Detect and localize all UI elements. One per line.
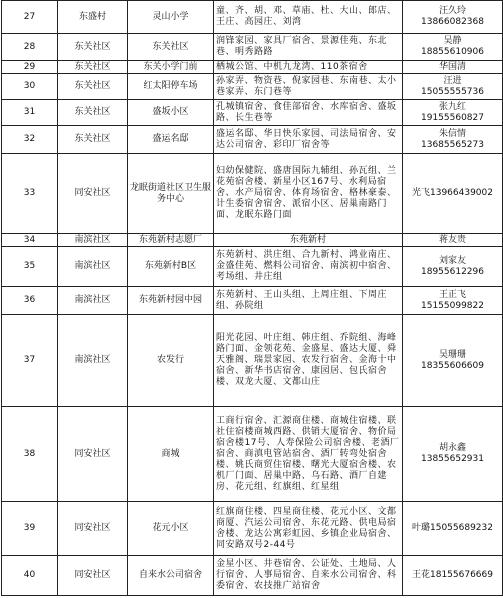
- address-list: 东苑新村: [214, 234, 403, 247]
- row-number: 28: [2, 34, 58, 61]
- table-row: [2, 502, 503, 556]
- table-row: [2, 74, 503, 100]
- community-name: 南滨社区: [58, 315, 128, 407]
- row-number: 36: [2, 287, 58, 315]
- community-name: 东盛村: [58, 1, 128, 34]
- address-list: 盛运名邸、华日快乐家园、司法局宿舍、安达公司宿舍、彩印厂宿舍等: [214, 126, 403, 154]
- contact-info: 王正飞 15155099822: [403, 287, 503, 315]
- community-name: 东关社区: [58, 74, 128, 100]
- table-row: [2, 61, 503, 74]
- contact-info: 吴静 18855610906: [403, 34, 503, 61]
- table-row: [2, 1, 503, 34]
- row-number: 37: [2, 315, 58, 407]
- location-name: 东关社区: [128, 34, 214, 61]
- row-number: 40: [2, 556, 58, 596]
- contact-info: 华国清: [403, 61, 503, 74]
- address-list: 阳光花园、叶庄组、韩庄组、乔院组、海峰路门面、金领花苑、金盛星、盛达大厦、舜天雅阁、瑞景家园、农发行宿舍、金海十中宿舍、新华书店宿舍、康园居、包氏宿舍楼、双龙大厦、文都山庄: [214, 315, 403, 407]
- table-row: [2, 34, 503, 61]
- row-number: 32: [2, 126, 58, 154]
- contact-info: 胡永鑫 13855652931: [403, 407, 503, 502]
- address-list: 金星小区、井巷宿舍、公证处、土地局、人行宿舍、人事局宿舍、自来水公司宿舍、科委宿舍、农技推广站宿舍: [214, 556, 403, 596]
- location-name: 红太阳停车场: [128, 74, 214, 100]
- row-number: 38: [2, 407, 58, 502]
- table-row: [2, 287, 503, 315]
- location-name: 东苑新村园中园: [128, 287, 214, 315]
- address-list: 妇幼保健院、盛唐国际九辅组、孙瓦组、兰花苑宿舍楼、新星小区167号、水利局宿舍、水产局宿舍、体育场宿舍、格林豪泰、计生委宿舍宿舍、派宿小区、居巢南路门面、龙眠东路门面: [214, 154, 403, 234]
- location-name: 农发行: [128, 315, 214, 407]
- table-row: [2, 126, 503, 154]
- address-list: 孔城镇宿舍、食佳部宿舍、水库宿舍、盛坂路、长生巷等: [214, 100, 403, 126]
- location-name: 盛运名邸: [128, 126, 214, 154]
- community-name: 东关社区: [58, 100, 128, 126]
- address-list: 工商行宿舍、汇源商住楼、商城住宿楼、联社住宿楼商城西路、供销大厦宿舍、物价局宿舍楼17号、人寿保险公司宿舍楼、老酒厂宿舍、商滇电管站宿舍、酒厂转弯处宿舍楼、姚氏商贸住宿楼、曙光大厦宿舍楼、农机厂门面、居巢中路、乌石路、酒厂自建房、花元组、红旗组、红星组: [214, 407, 403, 502]
- table-row: [2, 407, 503, 502]
- table-row: [2, 234, 503, 247]
- table-row: [2, 315, 503, 407]
- contact-info: 蒋友贵: [403, 234, 503, 247]
- table-row: [2, 247, 503, 287]
- community-name: 同安社区: [58, 154, 128, 234]
- community-name: 东关社区: [58, 34, 128, 61]
- location-name: 龙眠街道社区卫生服务中心: [128, 154, 214, 234]
- community-name: 南滨社区: [58, 247, 128, 287]
- distribution-table: [1, 0, 503, 596]
- community-name: 南滨社区: [58, 287, 128, 315]
- community-name: 东关社区: [58, 126, 128, 154]
- contact-info: 汪进 15055555736: [403, 74, 503, 100]
- contact-info: 汪久玲 13866082368: [403, 1, 503, 34]
- contact-info: 王花18155676669: [403, 556, 503, 596]
- address-list: 红旗商住楼、四星商住楼、花元小区、文都商厦、汽运公司宿舍、东花元路、供电局宿舍楼、龙达公寓彩虹园、乡镇企业局宿舍、同安路双号2-44号: [214, 502, 403, 556]
- address-list: 东苑新村、王山头组、上周庄组、下周庄组、孙院组: [214, 287, 403, 315]
- row-number: 31: [2, 100, 58, 126]
- community-name: 东关社区: [58, 61, 128, 74]
- contact-info: 叶璐15055689232: [403, 502, 503, 556]
- location-name: 东苑新村B区: [128, 247, 214, 287]
- location-name: 灵山小学: [128, 1, 214, 34]
- contact-info: 吴珊珊 18355606609: [403, 315, 503, 407]
- location-name: 东关小学门前: [128, 61, 214, 74]
- contact-info: 刘家友 18955612296: [403, 247, 503, 287]
- address-list: 东苑新村、洪庄组、合九新村、鸿业南庄、金盛佳苑、燃料公司宿舍、南滨初中宿舍、考场组、井庄组: [214, 247, 403, 287]
- row-number: 34: [2, 234, 58, 247]
- address-list: 栖城公馆、中机九龙湾、110茶宿舍: [214, 61, 403, 74]
- address-list: 润锋家园、家具厂宿舍、景源佳苑、东北巷、明秀路路: [214, 34, 403, 61]
- community-name: 同安社区: [58, 502, 128, 556]
- row-number: 27: [2, 1, 58, 34]
- location-name: 商城: [128, 407, 214, 502]
- table-row: [2, 556, 503, 596]
- table-row: [2, 154, 503, 234]
- address-list: 童、齐、胡、邓、草庙、杜、大山、郎店、王庄、高园庄、刘湾: [214, 1, 403, 34]
- location-name: 东苑新村志愿厂: [128, 234, 214, 247]
- location-name: 盛坂小区: [128, 100, 214, 126]
- community-name: 南滨社区: [58, 234, 128, 247]
- row-number: 33: [2, 154, 58, 234]
- row-number: 35: [2, 247, 58, 287]
- row-number: 39: [2, 502, 58, 556]
- location-name: 自来水公司宿舍: [128, 556, 214, 596]
- row-number: 30: [2, 74, 58, 100]
- address-list: 孙家弄、物资巷、倪家园巷、东南巷、太小巷家弄、东门巷等: [214, 74, 403, 100]
- community-name: 同安社区: [58, 407, 128, 502]
- row-number: 29: [2, 61, 58, 74]
- contact-info: 光飞13966439002: [403, 154, 503, 234]
- contact-info: 朱信情 13685565273: [403, 126, 503, 154]
- location-name: 花元小区: [128, 502, 214, 556]
- community-name: 同安社区: [58, 556, 128, 596]
- table-row: [2, 100, 503, 126]
- contact-info: 张九红 19155560827: [403, 100, 503, 126]
